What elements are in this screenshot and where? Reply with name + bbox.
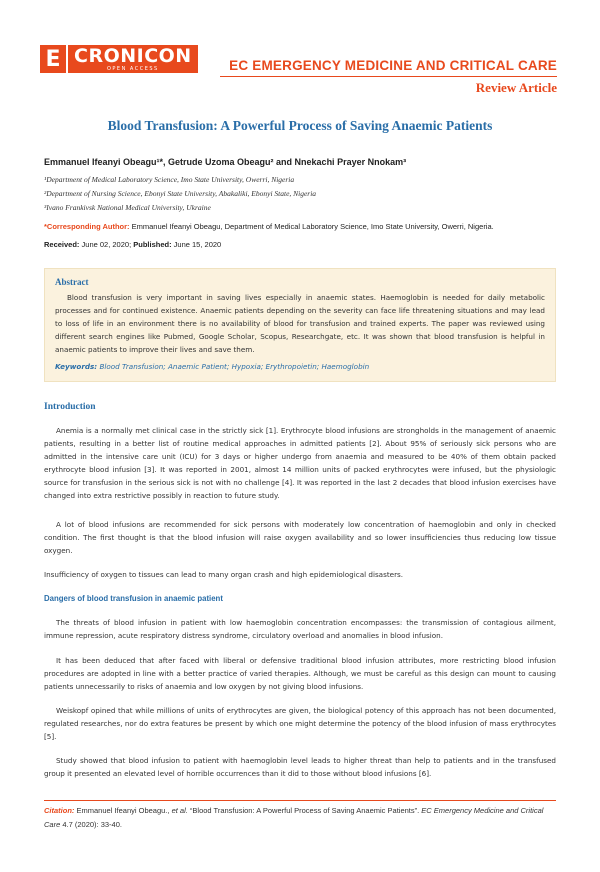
citation — [44, 804, 556, 832]
corresponding-text: Emmanuel Ifeanyi Obeagu, Department of Medical Laboratory Science, Imo State University, Owerri, Nigeria. — [129, 222, 494, 231]
published-label: Published: — [131, 240, 172, 249]
footer-divider — [44, 800, 556, 801]
corresponding-label: *Corresponding Author: — [44, 222, 130, 231]
dangers-paragraph-4: Study showed that blood infusion to patient with haemoglobin level leads to higher threat than help to patients and in the transfused group it presented an elevated level of horrible occurrences than it did to those without blood infusions [6]. — [44, 756, 556, 778]
dangers-heading: Dangers of blood transfusion in anaemic patient — [44, 594, 223, 603]
journal-name: EC EMERGENCY MEDICINE AND CRITICAL CARE — [229, 58, 557, 73]
citation-journal: EC Emergency Medicine and Critical Care — [44, 806, 544, 829]
header-divider — [220, 76, 557, 77]
intro-paragraph-2: A lot of blood infusions are recommended for sick persons with moderately low concentration of haemoglobin and only in checked condition. The first thought is that the blood infusion will raise oxygen availability and so lower insufficiencies thus reducing low tissue oxygen. — [44, 520, 556, 555]
dangers-paragraph-3: Weiskopf opined that while millions of units of erythrocytes are given, the biological potency of this approach has not been documented, regulated researches, nor do extra features be present by which one might determine the potency of the blood infusion of mass erythrocytes [5]. — [44, 706, 556, 741]
cronicon-logo — [40, 45, 198, 73]
logo-wordmark — [68, 45, 198, 73]
citation-authors: Emmanuel Ifeanyi Obeagu., — [74, 806, 172, 815]
dangers-paragraph-1: The threats of blood infusion in patient with low haemoglobin concentration encompasses: the transmission of contagious ailment, immune repression, acute respiratory distress syndrome, circulatory overload and anomalies in blood infusion. — [44, 618, 556, 640]
logo-subtitle: OPEN ACCESS — [106, 65, 159, 72]
corresponding-author — [44, 222, 494, 231]
logo-letter: E — [40, 45, 68, 73]
article-dates — [44, 240, 221, 249]
citation-title: “Blood Transfusion: A Powerful Process of Saving Anaemic Patients”. — [187, 806, 422, 815]
author-list: Emmanuel Ifeanyi Obeagu¹*, Getrude Uzoma Obeagu² and Nnekachi Prayer Nnokam³ — [44, 157, 407, 167]
citation-details: 4.7 (2020): 33-40. — [60, 820, 122, 829]
keywords-label: Keywords: — [55, 362, 98, 371]
citation-etal: et al. — [171, 806, 188, 815]
intro-paragraph-3: Insufficiency of oxygen to tissues can lead to many organ crash and high epidemiological disasters. — [44, 570, 404, 579]
keywords — [55, 362, 545, 371]
keywords-list: Blood Transfusion; Anaemic Patient; Hypoxia; Erythropoietin; Haemoglobin — [97, 362, 370, 371]
citation-label: Citation: — [44, 806, 75, 815]
abstract-heading: Abstract — [55, 277, 89, 287]
logo-name: CRONICON — [74, 44, 192, 67]
introduction-heading: Introduction — [44, 402, 96, 412]
affiliation-1: ¹Department of Medical Laboratory Science, Imo State University, Owerri, Nigeria — [44, 175, 295, 184]
paper-title: Blood Transfusion: A Powerful Process of Saving Anaemic Patients — [107, 118, 493, 133]
article-type: Review Article — [475, 80, 557, 95]
affiliation-3: ³Ivano Frankivsk National Medical University, Ukraine — [44, 203, 211, 212]
published-date: June 15, 2020 — [171, 240, 222, 249]
abstract-text: Blood transfusion is very important in saving lives especially in anaemic states. Haemoglobin is needed for daily metabolic processes and for continued existence. Anaemic patients depending on the severity can face life threatening situations and may lead to loss of life in an environment there is no availability of blood for transfusion and trained experts. The paper was reviewed using different search engines like Pubmed, Google Scholar, Scopus, Researchgate, etc. It was shown that blood transfusion is helpful in anaemic patients to improve their lives and save them. — [55, 293, 545, 354]
intro-paragraph-1: Anemia is a normally met clinical case in the strictly sick [1]. Erythrocyte blood infusions are strongholds in the management of anaemic patients, resulting in a better list of routine medical approaches in admitted patients [2]. About 95% of seriously sick persons who are admitted in the intensive care unit (ICU) for 3 days or higher undergo from anaemia and measured to be 40% of them obtain packed erythrocyte blood infusion [3]. It was reported in 2001, almost 14 million units of packed erythrocytes were infused, but the physiologic source for transfusion in the serious sick is not with no challenge [4]. It was reported in the last 2 decades that blood infusion exercises have changed into extra restrictive possibly in reaction to future study. — [44, 426, 556, 500]
journal-header — [0, 40, 600, 100]
abstract-box — [44, 268, 556, 382]
received-label: Received: — [44, 240, 80, 249]
received-date: June 02, 2020; — [79, 240, 132, 249]
affiliation-2: ²Department of Nursing Science, Ebonyi State University, Abakaliki, Ebonyi State, Nigeria — [44, 189, 317, 198]
dangers-paragraph-2: It has been deduced that after faced with liberal or defensive traditional blood infusion attributes, more restricting blood infusion procedures are adopted in line with a better practice of varied therapies. Although, we must be careful as this design can mount to causing patients unnecessarily to risks of anaemia and low oxygen by not giving blood infusions. — [44, 656, 556, 691]
